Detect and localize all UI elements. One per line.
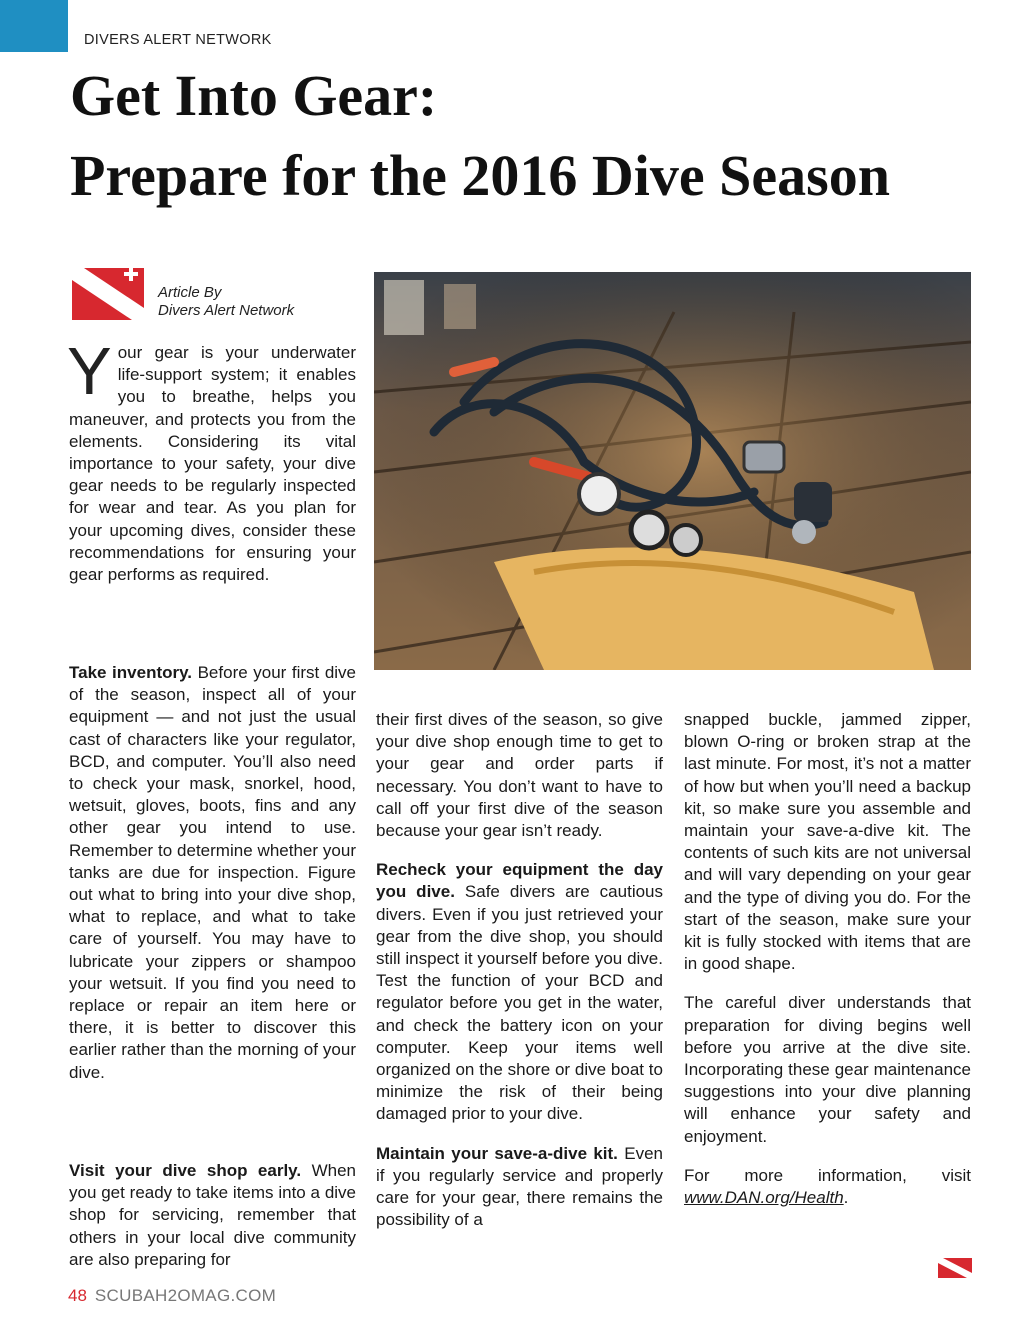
visit-continued: their first dives of the season, so give your dive shop enough time to get to your gear and order parts if necessary. You don’t want to have to call off your first dive of the season because your gear isn’t ready. — [376, 710, 663, 841]
byline-label: Article By — [158, 284, 222, 301]
byline-author: Divers Alert Network — [158, 302, 295, 319]
more-info-end: . — [843, 1188, 849, 1208]
inventory-heading: Take inventory. — [69, 663, 193, 682]
title-line-2: Prepare for the 2016 Dive Season — [70, 143, 890, 208]
dan-logo — [72, 268, 144, 325]
column-2 — [376, 709, 663, 1231]
dan-health-link[interactable]: www.DAN.org/Health — [684, 1188, 844, 1208]
section-visit-shop — [69, 1160, 356, 1271]
kit-continued: snapped buckle, jammed zipper, blown O-ring or broken strap at the last minute. For most, it’s not a matter of how but when you’ll need a backup kit, so make sure you assemble and maintain your save-a-dive kit. The contents of such kits are not universal and will vary depending on your gear and the type of diving you do. For the start of the season, make sure your kit is fully stocked with items that are in good shape. — [684, 710, 971, 974]
section-label: DIVERS ALERT NETWORK — [84, 32, 272, 48]
dive-flag-end-icon — [938, 1258, 972, 1283]
dive-gear-photo — [374, 272, 971, 670]
inventory-text: Before your first dive of the season, inspect all of your equipment — and not just the usual cast of characters like your regulator, BCD, and computer. You’ll also need to check your mask, snorkel, hood, wetsuit, gloves, boots, fins and any other gear you intend to use. Remember to determine whether your tanks are due for inspection. Figure out what to bring into your dive shop, what to replace, and what to take care of yourself. You may have to lubricate your zippers or shampoo your wetsuit. If you find you need to replace or repair an item here or there, it is better to discover this earlier rather than the morning of your dive. — [69, 663, 357, 1082]
section-take-inventory — [69, 662, 356, 1084]
title-line-1: Get Into Gear: — [70, 63, 438, 128]
intro-text: our gear is your underwater life-support system; it enables you to breathe, helps you maneuver, and protects you from the elements. Considering its vital importance to your safety, your dive gear needs to be regularly inspected for wear and tear. As you plan for your upcoming dives, consider these recommendations for ensuring your gear performs as required. — [69, 343, 356, 585]
kit-text: Even if you regularly service and properly care for your gear, there remains the possibility of a — [376, 1143, 663, 1230]
closing-paragraph: The careful diver understands that preparation for diving begins well before you arrive at the dive site. Incorporating these gear maintenance suggestions into your dive planning will enhance your safety and enjoyment. — [684, 993, 971, 1146]
recheck-heading: Recheck your equipment the day you dive. — [376, 860, 663, 902]
kit-heading: Maintain your save-a-dive kit. — [376, 1143, 618, 1163]
intro-paragraph — [67, 334, 356, 586]
more-info-text: For more information, visit — [684, 1165, 971, 1185]
corner-color-block — [0, 0, 68, 52]
page-footer — [68, 1286, 276, 1306]
page-number: 48 — [68, 1286, 87, 1305]
visit-text: When you get ready to take items into a dive shop for servicing, remember that others in your local dive community are also preparing for — [69, 1161, 356, 1269]
recheck-text: Safe divers are cautious divers. Even if you just retrieved your gear from the dive shop, you should still inspect it yourself before you dive. Test the function of your BCD and regulator before you get in the water, and check the battery icon on your computer. Keep your items well organized on the shore or dive boat to minimize the risk of their being damaged prior to your dive. — [376, 882, 663, 1124]
visit-heading: Visit your dive shop early. — [69, 1161, 302, 1180]
site-name: SCUBAH2OMAG.COM — [94, 1286, 277, 1305]
article-title — [70, 56, 1010, 216]
byline — [158, 284, 294, 320]
drop-cap: Y — [67, 334, 112, 409]
column-3 — [684, 709, 971, 1209]
